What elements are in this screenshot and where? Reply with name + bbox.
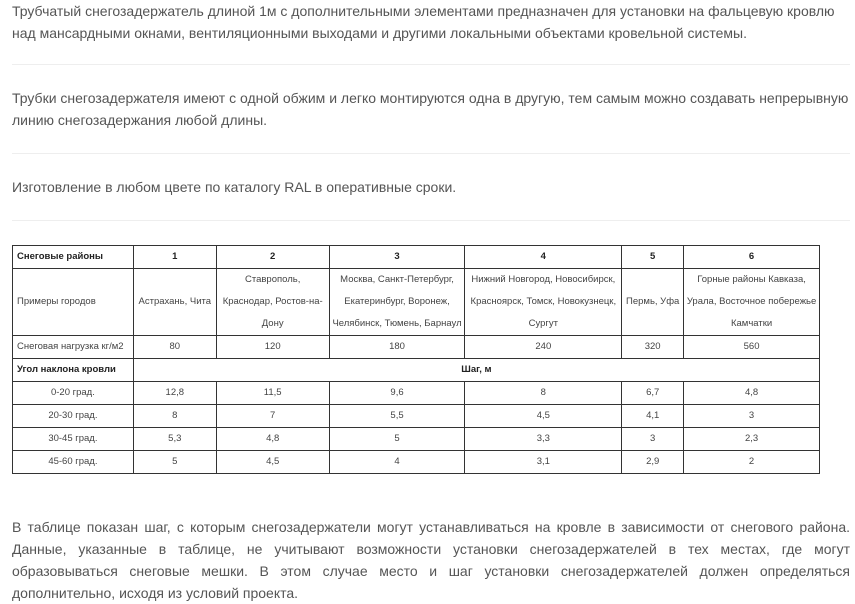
- angle-cell: 30-45 град.: [13, 428, 134, 451]
- region-cell: 5: [622, 246, 684, 269]
- region-cell: 1: [133, 246, 216, 269]
- step-cell: 5: [329, 428, 465, 451]
- region-cell: 6: [684, 246, 820, 269]
- outro-paragraph: В таблице показан шаг, с которым снегозадержатели могут устанавливаться на кровле в зависимости от снегового района. Данные, указанные в таблице, не учитывают возможности установки снегозадержателей в тех местах, где могут образовываться снеговые мешки. В этом случае место и шаг установки снегозадержателей должен определяться дополнительно, исходя из условий проекта.: [12, 519, 850, 601]
- step-cell: 5,3: [133, 428, 216, 451]
- step-cell: 4: [329, 451, 465, 474]
- angle-cell: 20-30 град.: [13, 405, 134, 428]
- table-row: [13, 359, 820, 382]
- table-row: [13, 336, 820, 359]
- table-row: [13, 451, 820, 474]
- table-row: [13, 269, 820, 336]
- step-cell: 5,5: [329, 405, 465, 428]
- load-cell: 320: [622, 336, 684, 359]
- cities-cell: Горные районы Кавказа, Урала, Восточное побережье Камчатки: [684, 269, 820, 336]
- step-cell: 7: [216, 405, 329, 428]
- step-cell: 8: [465, 382, 622, 405]
- cities-cell: Ставрополь, Краснодар, Ростов-на-Дону: [216, 269, 329, 336]
- load-cell: 180: [329, 336, 465, 359]
- cities-label: Примеры городов: [13, 269, 134, 336]
- load-cell: 560: [684, 336, 820, 359]
- step-cell: 11,5: [216, 382, 329, 405]
- header-cell: Снеговые районы: [13, 246, 134, 269]
- divider: [12, 153, 850, 154]
- step-cell: 6,7: [622, 382, 684, 405]
- load-cell: 80: [133, 336, 216, 359]
- load-cell: 120: [216, 336, 329, 359]
- table-row: [13, 428, 820, 451]
- snow-load-table: [12, 245, 820, 474]
- angle-label: Угол наклона кровли: [13, 359, 134, 382]
- step-cell: 3,3: [465, 428, 622, 451]
- step-cell: 9,6: [329, 382, 465, 405]
- step-cell: 4,8: [684, 382, 820, 405]
- intro-paragraph-3: Изготовление в любом цвете по каталогу RAL в оперативные сроки.: [12, 179, 457, 195]
- divider: [12, 220, 850, 221]
- step-cell: 4,1: [622, 405, 684, 428]
- step-label: Шаг, м: [133, 359, 819, 382]
- step-cell: 3,1: [465, 451, 622, 474]
- load-label: Снеговая нагрузка кг/м2: [13, 336, 134, 359]
- step-cell: 5: [133, 451, 216, 474]
- table-row: [13, 246, 820, 269]
- intro-paragraph-2: Трубки снегозадержателя имеют с одной обжим и легко монтируются одна в другую, тем самым можно создавать непрерывную линию снегозадержания любой длины.: [12, 90, 849, 128]
- angle-cell: 0-20 град.: [13, 382, 134, 405]
- cities-cell: Москва, Санкт-Петербург, Екатеринбург, Воронеж, Челябинск, Тюмень, Барнаул: [329, 269, 465, 336]
- step-cell: 12,8: [133, 382, 216, 405]
- load-cell: 240: [465, 336, 622, 359]
- table-row: [13, 382, 820, 405]
- table-row: [13, 405, 820, 428]
- step-cell: 4,5: [465, 405, 622, 428]
- region-cell: 4: [465, 246, 622, 269]
- divider: [12, 64, 850, 65]
- angle-cell: 45-60 град.: [13, 451, 134, 474]
- step-cell: 8: [133, 405, 216, 428]
- step-cell: 3: [622, 428, 684, 451]
- cities-cell: Пермь, Уфа: [622, 269, 684, 336]
- step-cell: 3: [684, 405, 820, 428]
- step-cell: 2: [684, 451, 820, 474]
- cities-cell: Астрахань, Чита: [133, 269, 216, 336]
- step-cell: 4,8: [216, 428, 329, 451]
- intro-paragraph-1: Трубчатый снегозадержатель длиной 1м с дополнительными элементами предназначен для установки на фальцевую кровлю над мансардными окнами, вентиляционными выходами и другими локальными объектами кровельной системы.: [12, 3, 835, 41]
- step-cell: 2,9: [622, 451, 684, 474]
- cities-cell: Нижний Новгород, Новосибирск, Красноярск, Томск, Новокузнецк, Сургут: [465, 269, 622, 336]
- region-cell: 3: [329, 246, 465, 269]
- region-cell: 2: [216, 246, 329, 269]
- step-cell: 4,5: [216, 451, 329, 474]
- step-cell: 2,3: [684, 428, 820, 451]
